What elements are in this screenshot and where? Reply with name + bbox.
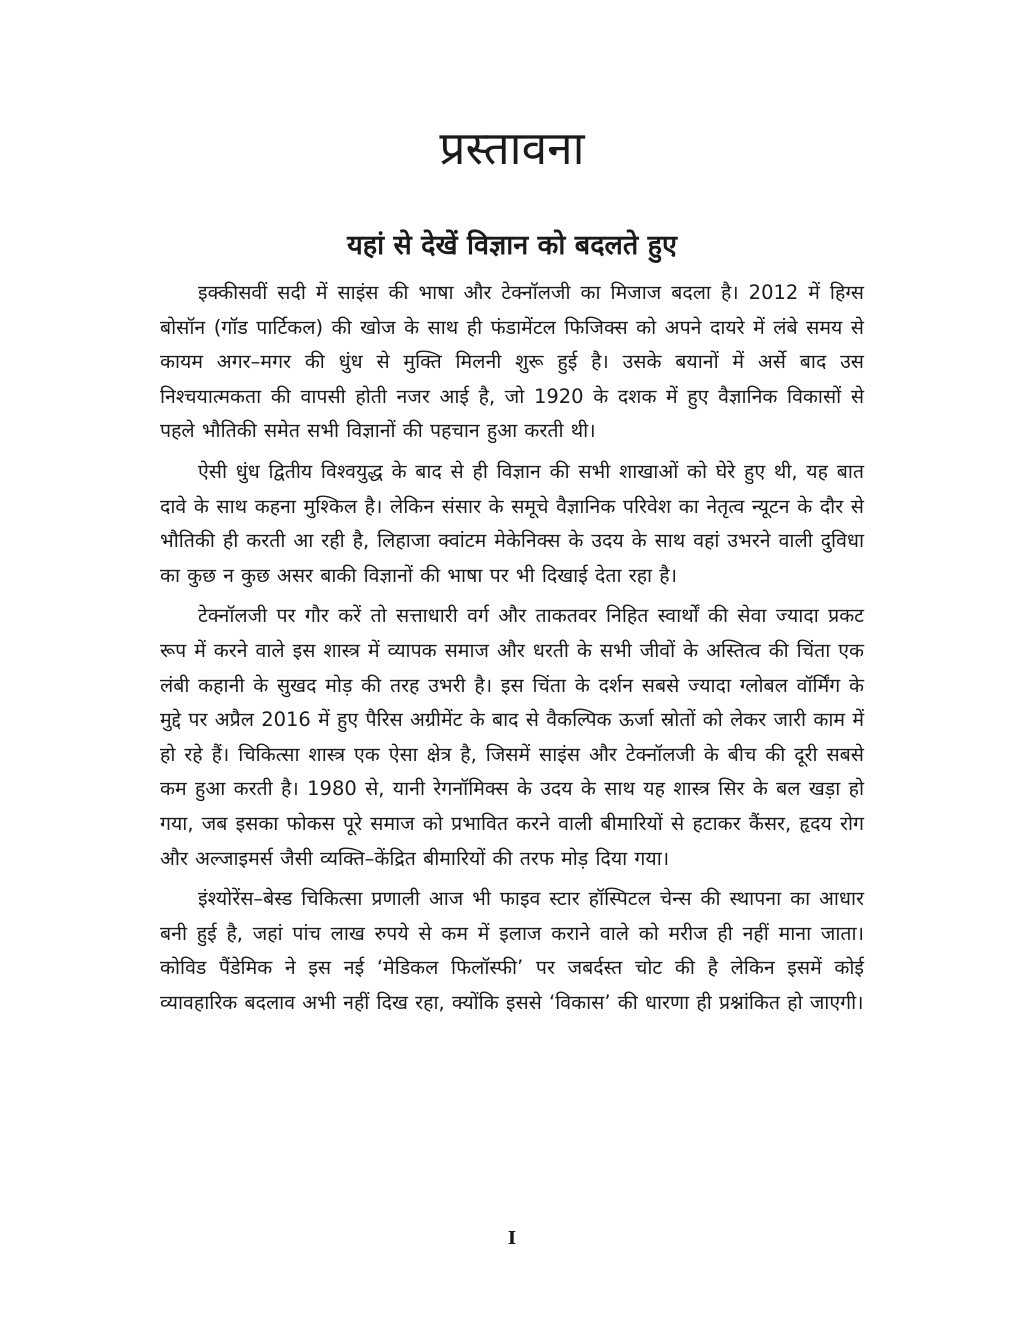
paragraph-3: टेक्नॉलजी पर गौर करें तो सत्ताधारी वर्ग और ताकतवर निहित स्वार्थों की सेवा ज्यादा प्रकट रूप में करने वाले इस शास्त्र में व्यापक समाज और धरती के सभी जीवों के अस्तित्व की चिंता एक लंबी कहानी के सुखद मोड़ की तरह उभरी है। इस चिंता के दर्शन सबसे ज्यादा ग्लोबल वॉर्मिंग के मुद्दे पर अप्रैल 2016 में हुए पैरिस अग्रीमेंट के बाद से वैकल्पिक ऊर्जा स्रोतों को लेकर जारी काम में हो रहे हैं। चिकित्सा शास्त्र एक ऐसा क्षेत्र है, जिसमें साइंस और टेक्नॉलजी के बीच की दूरी सबसे कम हुआ करती है। 1980 से, यानी रेगनॉमिक्स के उदय के साथ यह शास्त्र सिर के बल खड़ा हो गया, जब इसका फोकस पूरे समाज को प्रभावित करने वाली बीमारियों से हटाकर कैंसर, हृदय रोग और अल्जाइमर्स जैसी व्यक्ति–केंद्रित बीमारियों की तरफ मोड़ दिया गया।: [160, 604, 864, 870]
body-text: [160, 276, 864, 1026]
page-number: I: [507, 1228, 517, 1249]
page-title: प्रस्तावना: [439, 121, 585, 175]
section-subtitle: यहां से देखें विज्ञान को बदलते हुए: [347, 230, 677, 261]
paragraph-2: ऐसी धुंध द्वितीय विश्वयुद्ध के बाद से ही विज्ञान की सभी शाखाओं को घेरे हुए थी, यह बात दावे के साथ कहना मुश्किल है। लेकिन संसार के समूचे वैज्ञानिक परिवेश का नेतृत्व न्यूटन के दौर से भौतिकी ही करती आ रही है, लिहाजा क्वांटम मेकेनिक्स के उदय के साथ वहां उभरने वाली दुविधा का कुछ न कुछ असर बाकी विज्ञानों की भाषा पर भी दिखाई देता रहा है।: [160, 459, 864, 587]
paragraph-1: इक्कीसवीं सदी में साइंस की भाषा और टेक्नॉलजी का मिजाज बदला है। 2012 में हिग्स बोसॉन (गॉड पार्टिकल) की खोज के साथ ही फंडामेंटल फिजिक्स को अपने दायरे में लंबे समय से कायम अगर–मगर की धुंध से मुक्ति मिलनी शुरू हुई है। उसके बयानों में अर्से बाद उस निश्चयात्मकता की वापसी होती नजर आई है, जो 1920 के दशक में हुए वैज्ञानिक विकासों से पहले भौतिकी समेत सभी विज्ञानों की पहचान हुआ करती थी।: [160, 281, 864, 443]
paragraph-4: इंश्योरेंस–बेस्ड चिकित्सा प्रणाली आज भी फाइव स्टार हॉस्पिटल चेन्स की स्थापना का आधार बनी हुई है, जहां पांच लाख रुपये से कम में इलाज कराने वाले को मरीज ही नहीं माना जाता। कोविड पैंडेमिक ने इस नई ‘मेडिकल फिलॉस्फी’ पर जबर्दस्त चोट की है लेकिन इसमें कोई व्यावहारिक बदलाव अभी नहीं दिख रहा, क्योंकि इससे ‘विकास’ की धारणा ही प्रश्नांकित हो जाएगी।: [160, 887, 864, 1014]
